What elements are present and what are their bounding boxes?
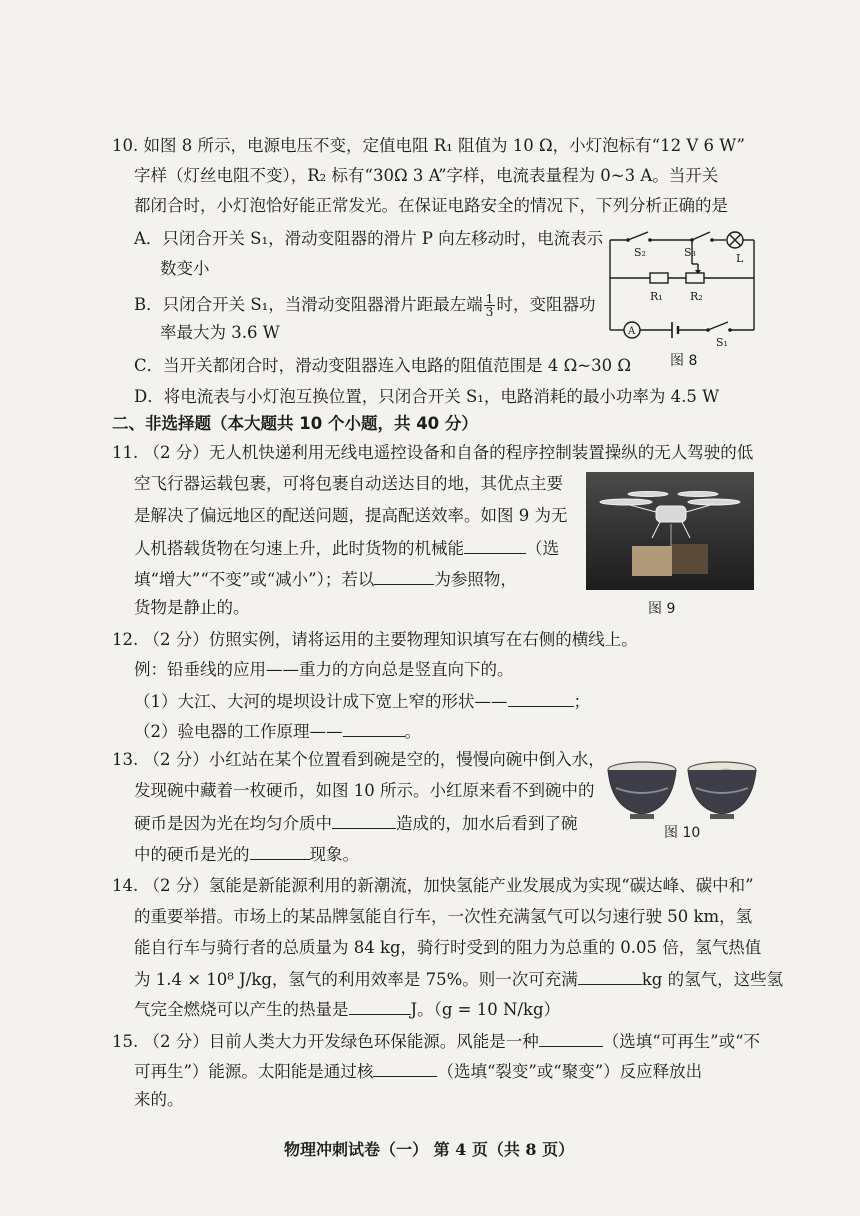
q10-line-1: 10. 如图 8 所示，电源电压不变，定值电阻 R₁ 阻值为 10 Ω，小灯泡标有“12 V 6 W” bbox=[112, 136, 745, 155]
fraction-denominator: 3 bbox=[485, 305, 494, 319]
q10-line-2: 字样（灯丝电阻不变），R₂ 标有“30Ω 3 A”字样，电流表量程为 0~3 A。当开关 bbox=[134, 166, 719, 185]
q11-text: 人机搭载货物在匀速上升，此时货物的机械能 bbox=[134, 539, 464, 558]
answer-blank-electroscope[interactable] bbox=[343, 718, 405, 737]
answer-blank-dam-shape[interactable] bbox=[508, 688, 574, 707]
figure-9-caption: 图 9 bbox=[648, 601, 676, 617]
q10-option-d: D．将电流表与小灯泡互换位置，只闭合开关 S₁，电路消耗的最小功率为 4.5 W bbox=[134, 387, 720, 406]
answer-blank-hydrogen-mass[interactable] bbox=[578, 966, 642, 985]
q10-option-b-text-2: 时，变阻器功 bbox=[496, 295, 596, 314]
q15-line-2 bbox=[134, 1058, 702, 1084]
figure-10-caption: 图 10 bbox=[664, 825, 701, 841]
q13-line-3 bbox=[134, 810, 578, 836]
q11-line-5 bbox=[134, 566, 517, 592]
label-l: L bbox=[736, 252, 744, 265]
bowls-photo-figure-10 bbox=[604, 758, 764, 824]
q14-text-4: J。（g = 10 N/kg） bbox=[410, 1000, 561, 1019]
switch-s3-contact bbox=[690, 238, 694, 242]
circuit-diagram-figure-8 bbox=[604, 226, 762, 346]
q13-text-3: 中的硬币是光的 bbox=[134, 845, 250, 864]
fraction-one-third bbox=[484, 293, 496, 318]
section-2-heading: 二、非选择题（本大题共 10 个小题，共 40 分） bbox=[112, 414, 478, 433]
switch-s3-contact-2 bbox=[710, 238, 714, 242]
answer-blank-mechanical-energy[interactable] bbox=[464, 535, 526, 554]
q10-option-c: C．当开关都闭合时，滑动变阻器连入电路的阻值范围是 4 Ω~30 Ω bbox=[134, 356, 632, 375]
q15-line-1 bbox=[112, 1028, 760, 1054]
q14-text-2: kg 的氢气，这些氢 bbox=[641, 970, 784, 989]
label-s3: S₃ bbox=[684, 246, 696, 259]
q12-example: 例：铅垂线的应用——重力的方向总是竖直向下的。 bbox=[134, 660, 514, 679]
q12-part-1 bbox=[134, 688, 590, 714]
q12-text: （1）大江、大河的堤坝设计成下宽上窄的形状—— bbox=[134, 692, 508, 711]
label-r2: R₂ bbox=[690, 290, 703, 303]
switch-s2-blade bbox=[628, 232, 648, 240]
q11-line-1: 11. （2 分）无人机快递利用无线电遥控设备和自备的程序控制装置操纵的无人驾驶的低 bbox=[112, 443, 754, 462]
switch-s2-contact bbox=[626, 238, 630, 242]
label-s1: S₁ bbox=[716, 336, 728, 346]
q10-option-a-line-1: A．只闭合开关 S₁，滑动变阻器的滑片 P 向左移动时，电流表示 bbox=[134, 229, 604, 248]
q12-part-2 bbox=[134, 718, 421, 744]
switch-s2-contact-2 bbox=[648, 238, 652, 242]
q11-line-2: 空飞行器运载包裹，可将包裹自动送达目的地，其优点主要 bbox=[134, 474, 563, 493]
q10-option-b-line-2: 率最大为 3.6 W bbox=[160, 323, 280, 342]
answer-blank-reference-frame[interactable] bbox=[374, 566, 434, 585]
q15-text-4: （选填“裂变”或“聚变”）反应释放出 bbox=[437, 1062, 703, 1081]
q14-line-5 bbox=[134, 996, 560, 1022]
q11-line-3: 是解决了偏远地区的配送问题，提高配送效率。如图 9 为无 bbox=[134, 506, 568, 525]
propeller bbox=[678, 492, 718, 497]
q14-line-1: 14. （2 分）氢能是新能源利用的新潮流，加快氢能产业发展成为实现“碳达峰、碳中和” bbox=[112, 876, 754, 895]
package-box-2 bbox=[672, 544, 708, 574]
q14-line-3: 能自行车与骑行者的总质量为 84 kg，骑行时受到的阻力为总重的 0.05 倍，氢气热值 bbox=[134, 938, 762, 957]
q13-text: 硬币是因为光在均匀介质中 bbox=[134, 814, 332, 833]
switch-s1-contact-2 bbox=[728, 328, 732, 332]
q14-line-4 bbox=[134, 966, 783, 992]
landing-leg bbox=[652, 522, 660, 538]
package-box bbox=[632, 546, 672, 576]
q13-line-4 bbox=[134, 841, 359, 867]
q10-line-3: 都闭合时，小灯泡恰好能正常发光。在保证电路安全的情况下，下列分析正确的是 bbox=[134, 196, 728, 215]
switch-s1-blade bbox=[708, 322, 728, 330]
q13-text-2: 造成的，加水后看到了碗 bbox=[396, 814, 578, 833]
q11-text-3: 填“增大”“不变”或“减小”）；若以 bbox=[134, 570, 375, 589]
switch-s3-blade bbox=[692, 232, 710, 240]
label-s2: S₂ bbox=[634, 246, 646, 259]
q14-line-2: 的重要举措。市场上的某品牌氢能自行车，一次性充满氢气可以匀速行驶 50 km，氢 bbox=[134, 907, 753, 926]
q15-text-2: （选填“可再生”或“不 bbox=[602, 1032, 761, 1051]
answer-blank-nuclear[interactable] bbox=[373, 1058, 437, 1077]
switch-s1-contact bbox=[706, 328, 710, 332]
resistor-r1 bbox=[650, 273, 668, 283]
q12-line-1: 12. （2 分）仿照实例，请将运用的主要物理知识填写在右侧的横线上。 bbox=[112, 630, 638, 649]
label-r1: R₁ bbox=[650, 290, 663, 303]
fraction-numerator: 1 bbox=[485, 292, 494, 306]
q12-punct-2: 。 bbox=[404, 722, 421, 741]
q10-option-b-text-1: B．只闭合开关 S₁，当滑动变阻器滑片距最左端 bbox=[134, 295, 483, 314]
bowl-foot bbox=[630, 814, 654, 819]
q14-text: 为 1.4 × 10⁸ J/kg，氢气的利用效率是 75%。则一次可充满 bbox=[134, 970, 578, 989]
bowl-foot-2 bbox=[710, 814, 734, 819]
page-footer: 物理冲刺试卷（一） 第 4 页（共 8 页） bbox=[284, 1140, 575, 1159]
resistor-r2 bbox=[686, 273, 704, 283]
drone-photo-figure-9 bbox=[586, 472, 754, 590]
label-ammeter: A bbox=[628, 326, 636, 337]
q15-text: 15. （2 分）目前人类大力开发绿色环保能源。风能是一种 bbox=[112, 1032, 539, 1051]
q12-punct: ； bbox=[573, 692, 590, 711]
figure-8-caption: 图 8 bbox=[670, 353, 698, 369]
arm bbox=[626, 504, 656, 512]
q11-line-4 bbox=[134, 535, 559, 561]
answer-blank-heat[interactable] bbox=[349, 996, 411, 1015]
q11-text-2: （选 bbox=[526, 539, 559, 558]
q14-text-3: 气完全燃烧可以产生的热量是 bbox=[134, 1000, 349, 1019]
q15-text-3: 可再生”）能源。太阳能是通过核 bbox=[134, 1062, 374, 1081]
propeller bbox=[628, 492, 668, 497]
q10-option-b-line-1 bbox=[134, 293, 595, 318]
q11-text-4: 为参照物， bbox=[434, 570, 517, 589]
drone-icon bbox=[586, 472, 754, 590]
q13-text-4: 现象。 bbox=[309, 845, 359, 864]
answer-blank-light-propagation[interactable] bbox=[332, 810, 396, 829]
q10-option-a-line-2: 数变小 bbox=[160, 259, 210, 278]
q15-line-3: 来的。 bbox=[134, 1090, 184, 1109]
q12-text-2: （2）验电器的工作原理—— bbox=[134, 722, 343, 741]
q13-line-2: 发现碗中藏着一枚硬币，如图 10 所示。小红原来看不到碗中的 bbox=[134, 781, 595, 800]
q13-line-1: 13. （2 分）小红站在某个位置看到碗是空的，慢慢向碗中倒入水， bbox=[112, 750, 605, 769]
q11-line-6: 货物是静止的。 bbox=[134, 598, 250, 617]
landing-leg bbox=[682, 522, 690, 538]
arm bbox=[686, 504, 714, 512]
answer-blank-renewable[interactable] bbox=[539, 1028, 603, 1047]
drone-body bbox=[656, 506, 686, 522]
answer-blank-light-phenomenon[interactable] bbox=[250, 841, 310, 860]
